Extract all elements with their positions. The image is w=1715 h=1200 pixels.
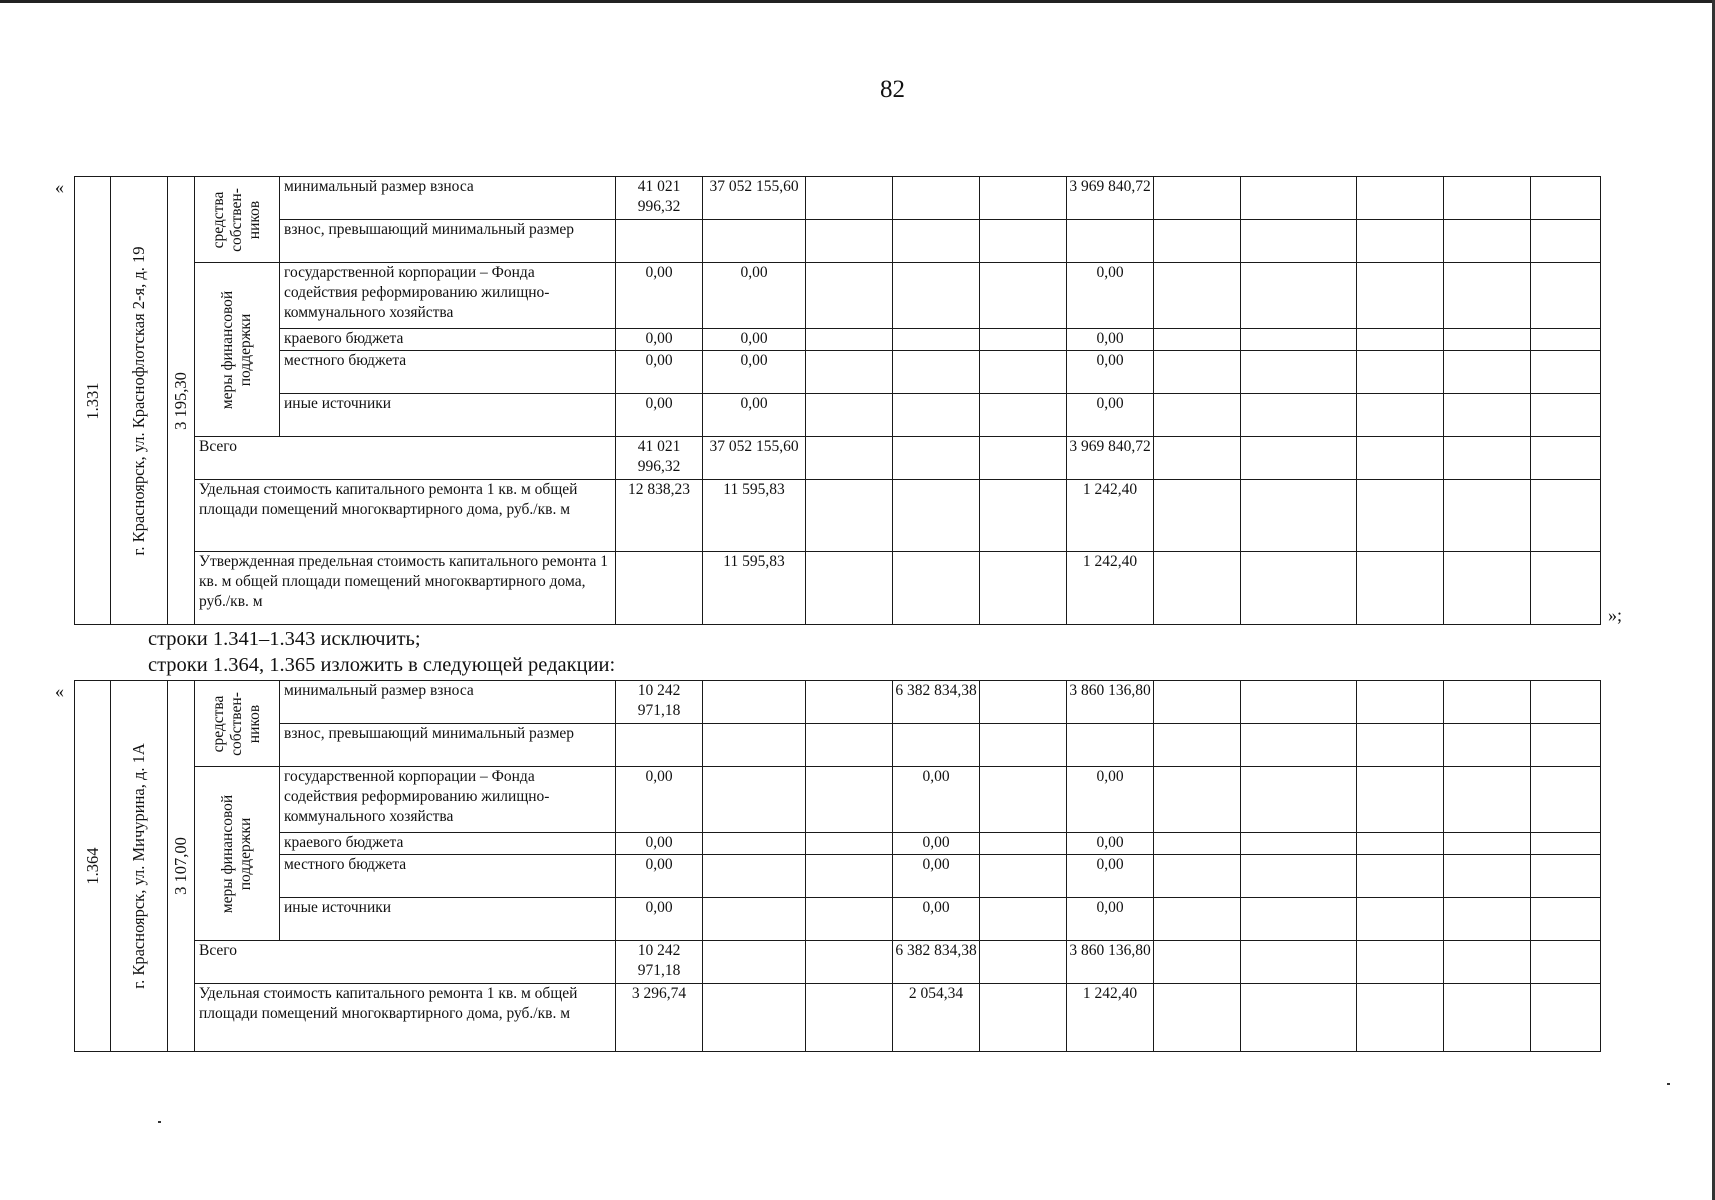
empty-cell [1241,681,1357,724]
empty-cell [1241,724,1357,767]
financial-support-label: меры финансовой поддержки [219,794,254,913]
row-label: местного бюджета [280,855,616,898]
value-cell: 3 969 840,72 [1067,437,1154,480]
row-label: взнос, превышающий минимальный размер [280,724,616,767]
scan-speck [1667,1083,1670,1085]
open-quote: « [55,681,64,701]
value-cell [703,855,806,898]
value-cell [806,681,893,724]
empty-cell [1531,177,1601,220]
empty-cell [1154,898,1241,941]
empty-cell [1357,394,1444,437]
value-cell: 2 054,34 [893,984,980,1052]
value-cell: 0,00 [1067,351,1154,394]
value-cell [893,177,980,220]
value-cell [806,329,893,351]
row-number: 1.331 [82,381,102,420]
empty-cell [1444,437,1531,480]
empty-cell [1241,263,1357,329]
value-cell: 0,00 [703,394,806,437]
table-row [75,984,1601,1052]
empty-cell [1444,833,1531,855]
empty-cell [1531,552,1601,625]
empty-cell [1154,220,1241,263]
empty-cell [1154,724,1241,767]
row-label: государственной корпорации – Фонда содействия реформированию жилищно-коммунального хозяйства [280,263,616,329]
empty-cell [1154,941,1241,984]
value-cell: 0,00 [616,898,703,941]
close-quote: »; [1608,605,1623,625]
empty-cell [1531,480,1601,552]
value-cell [806,351,893,394]
value-cell: 3 860 136,80 [1067,941,1154,984]
empty-cell [1154,351,1241,394]
value-cell [806,833,893,855]
empty-cell [1241,177,1357,220]
empty-cell [1241,480,1357,552]
empty-cell [1531,329,1601,351]
table-row [75,681,1601,724]
value-cell [980,724,1067,767]
empty-cell [1531,984,1601,1052]
address-cell [111,177,168,625]
instruction-exclude: строки 1.341–1.343 исключить; [148,628,421,650]
value-cell [980,394,1067,437]
empty-cell [1357,724,1444,767]
table-row [75,263,1601,329]
table-row [75,898,1601,941]
empty-cell [1531,855,1601,898]
value-cell [980,984,1067,1052]
value-cell: 41 021 996,32 [616,177,703,220]
area-cell [168,177,195,625]
empty-cell [1241,437,1357,480]
empty-cell [1444,552,1531,625]
empty-cell [1154,681,1241,724]
empty-cell [1531,724,1601,767]
value-cell: 1 242,40 [1067,984,1154,1052]
empty-cell [1154,767,1241,833]
value-cell [703,833,806,855]
row-label: Удельная стоимость капитального ремонта 1 кв. м общей площади помещений многоквартирного дома, руб./кв. м [195,480,616,552]
empty-cell [1357,263,1444,329]
area-cell [168,681,195,1052]
value-cell [806,984,893,1052]
empty-cell [1241,833,1357,855]
value-cell: 0,00 [1067,898,1154,941]
empty-cell [1154,437,1241,480]
value-cell [806,263,893,329]
empty-cell [1154,855,1241,898]
value-cell [893,552,980,625]
empty-cell [1357,681,1444,724]
empty-cell [1444,351,1531,394]
value-cell: 11 595,83 [703,552,806,625]
value-cell: 37 052 155,60 [703,437,806,480]
value-cell: 10 242 971,18 [616,941,703,984]
table-row [75,437,1601,480]
empty-cell [1531,898,1601,941]
value-cell: 0,00 [616,394,703,437]
value-cell [980,767,1067,833]
value-cell [616,724,703,767]
empty-cell [1444,898,1531,941]
empty-cell [1444,724,1531,767]
empty-cell [1154,177,1241,220]
value-cell [980,855,1067,898]
value-cell: 0,00 [703,329,806,351]
value-cell [980,437,1067,480]
empty-cell [1357,552,1444,625]
value-cell: 0,00 [1067,833,1154,855]
empty-cell [1357,220,1444,263]
row-label: Удельная стоимость капитального ремонта 1 кв. м общей площади помещений многоквартирного дома, руб./кв. м [195,984,616,1052]
value-cell: 3 860 136,80 [1067,681,1154,724]
value-cell [806,767,893,833]
value-cell [893,437,980,480]
address-cell [111,681,168,1052]
area: 3 107,00 [171,837,190,895]
value-cell [980,480,1067,552]
empty-cell [1154,329,1241,351]
value-cell [616,552,703,625]
value-cell [703,767,806,833]
value-cell [980,833,1067,855]
empty-cell [1531,767,1601,833]
table-row [75,724,1601,767]
value-cell [806,898,893,941]
value-cell: 12 838,23 [616,480,703,552]
empty-cell [1357,767,1444,833]
financial-support-group [195,263,280,437]
empty-cell [1444,941,1531,984]
value-cell [980,552,1067,625]
financial-support-label: меры финансовой поддержки [219,290,254,409]
empty-cell [1531,220,1601,263]
empty-cell [1444,984,1531,1052]
value-cell [893,351,980,394]
value-cell [893,263,980,329]
empty-cell [1241,220,1357,263]
table-row [75,394,1601,437]
owners-funds-label: средства собствен-ников [210,187,263,252]
empty-cell [1444,329,1531,351]
table-row [75,329,1601,351]
value-cell [980,263,1067,329]
value-cell: 0,00 [616,329,703,351]
value-cell [980,329,1067,351]
empty-cell [1154,984,1241,1052]
empty-cell [1357,898,1444,941]
empty-cell [1357,437,1444,480]
value-cell [806,855,893,898]
value-cell: 0,00 [703,263,806,329]
table-row [75,351,1601,394]
row-label: Всего [195,437,616,480]
value-cell: 0,00 [616,351,703,394]
value-cell [893,480,980,552]
empty-cell [1444,220,1531,263]
empty-cell [1531,263,1601,329]
empty-cell [1444,177,1531,220]
row-label: минимальный размер взноса [280,681,616,724]
value-cell [980,898,1067,941]
empty-cell [1531,833,1601,855]
area: 3 195,30 [171,371,190,430]
table-row [75,552,1601,625]
empty-cell [1154,833,1241,855]
address: г. Красноярск, ул. Мичурина, д. 1А [129,743,148,989]
empty-cell [1154,263,1241,329]
empty-cell [1357,941,1444,984]
value-cell [806,394,893,437]
empty-cell [1241,941,1357,984]
table-row [75,767,1601,833]
empty-cell [1241,855,1357,898]
empty-cell [1357,177,1444,220]
value-cell [806,220,893,263]
table-row [75,220,1601,263]
row-label: минимальный размер взноса [280,177,616,220]
value-cell [980,220,1067,263]
value-cell: 1 242,40 [1067,552,1154,625]
value-cell [980,177,1067,220]
row-label: взнос, превышающий минимальный размер [280,220,616,263]
page-number: 82 [880,76,905,103]
value-cell [980,351,1067,394]
row-label: краевого бюджета [280,329,616,351]
repair-table-row-1364 [74,680,1601,1052]
value-cell [806,480,893,552]
empty-cell [1444,263,1531,329]
row-label: иные источники [280,394,616,437]
value-cell [806,941,893,984]
value-cell [893,220,980,263]
owners-funds-label: средства собствен-ников [210,691,263,756]
value-cell: 0,00 [616,833,703,855]
empty-cell [1357,984,1444,1052]
value-cell [703,220,806,263]
empty-cell [1444,480,1531,552]
value-cell [703,941,806,984]
empty-cell [1154,480,1241,552]
address: г. Красноярск, ул. Краснофлотская 2-я, д. 19 [129,245,148,556]
row-label: местного бюджета [280,351,616,394]
row-label: государственной корпорации – Фонда содействия реформированию жилищно-коммунального хозяйства [280,767,616,833]
scan-edge [0,0,1715,3]
owners-funds-group [195,681,280,767]
value-cell [703,681,806,724]
empty-cell [1531,394,1601,437]
value-cell: 0,00 [893,767,980,833]
empty-cell [1154,394,1241,437]
value-cell: 11 595,83 [703,480,806,552]
repair-table-row-1331 [74,176,1601,625]
value-cell: 0,00 [1067,263,1154,329]
value-cell: 0,00 [616,263,703,329]
value-cell: 37 052 155,60 [703,177,806,220]
value-cell [703,984,806,1052]
value-cell [806,177,893,220]
table-row [75,855,1601,898]
value-cell [980,941,1067,984]
value-cell: 0,00 [893,855,980,898]
table-row [75,941,1601,984]
table-row [75,177,1601,220]
value-cell [806,724,893,767]
empty-cell [1357,351,1444,394]
empty-cell [1154,552,1241,625]
table-row [75,833,1601,855]
open-quote: « [55,177,64,197]
empty-cell [1531,351,1601,394]
value-cell: 0,00 [893,833,980,855]
empty-cell [1241,394,1357,437]
value-cell: 41 021 996,32 [616,437,703,480]
empty-cell [1357,855,1444,898]
owners-funds-group [195,177,280,263]
empty-cell [1444,681,1531,724]
instruction-replace: строки 1.364, 1.365 изложить в следующей редакции: [148,654,616,676]
value-cell [893,394,980,437]
value-cell [1067,724,1154,767]
value-cell: 6 382 834,38 [893,941,980,984]
empty-cell [1531,437,1601,480]
value-cell: 0,00 [703,351,806,394]
value-cell: 0,00 [616,767,703,833]
value-cell [893,724,980,767]
empty-cell [1357,480,1444,552]
empty-cell [1531,681,1601,724]
table-row [75,480,1601,552]
value-cell [980,681,1067,724]
value-cell: 6 382 834,38 [893,681,980,724]
row-label: Утвержденная предельная стоимость капитального ремонта 1 кв. м общей площади помещений многоквартирного дома, руб./кв. м [195,552,616,625]
value-cell: 0,00 [616,855,703,898]
value-cell: 3 969 840,72 [1067,177,1154,220]
empty-cell [1241,552,1357,625]
value-cell: 0,00 [1067,394,1154,437]
financial-support-group [195,767,280,941]
value-cell: 0,00 [1067,767,1154,833]
empty-cell [1531,941,1601,984]
value-cell [893,329,980,351]
value-cell [1067,220,1154,263]
value-cell: 0,00 [893,898,980,941]
empty-cell [1444,855,1531,898]
row-label: Всего [195,941,616,984]
value-cell: 3 296,74 [616,984,703,1052]
empty-cell [1241,898,1357,941]
row-label: иные источники [280,898,616,941]
value-cell [703,898,806,941]
value-cell [806,552,893,625]
value-cell: 1 242,40 [1067,480,1154,552]
value-cell [806,437,893,480]
empty-cell [1241,329,1357,351]
scan-speck [158,1121,161,1123]
empty-cell [1241,767,1357,833]
row-number: 1.364 [82,847,102,885]
value-cell [616,220,703,263]
empty-cell [1444,767,1531,833]
value-cell: 0,00 [1067,855,1154,898]
value-cell: 0,00 [1067,329,1154,351]
value-cell [703,724,806,767]
row-label: краевого бюджета [280,833,616,855]
empty-cell [1357,329,1444,351]
empty-cell [1241,351,1357,394]
value-cell: 10 242 971,18 [616,681,703,724]
empty-cell [1357,833,1444,855]
row-number-cell [75,681,111,1052]
empty-cell [1444,394,1531,437]
row-number-cell [75,177,111,625]
empty-cell [1241,984,1357,1052]
